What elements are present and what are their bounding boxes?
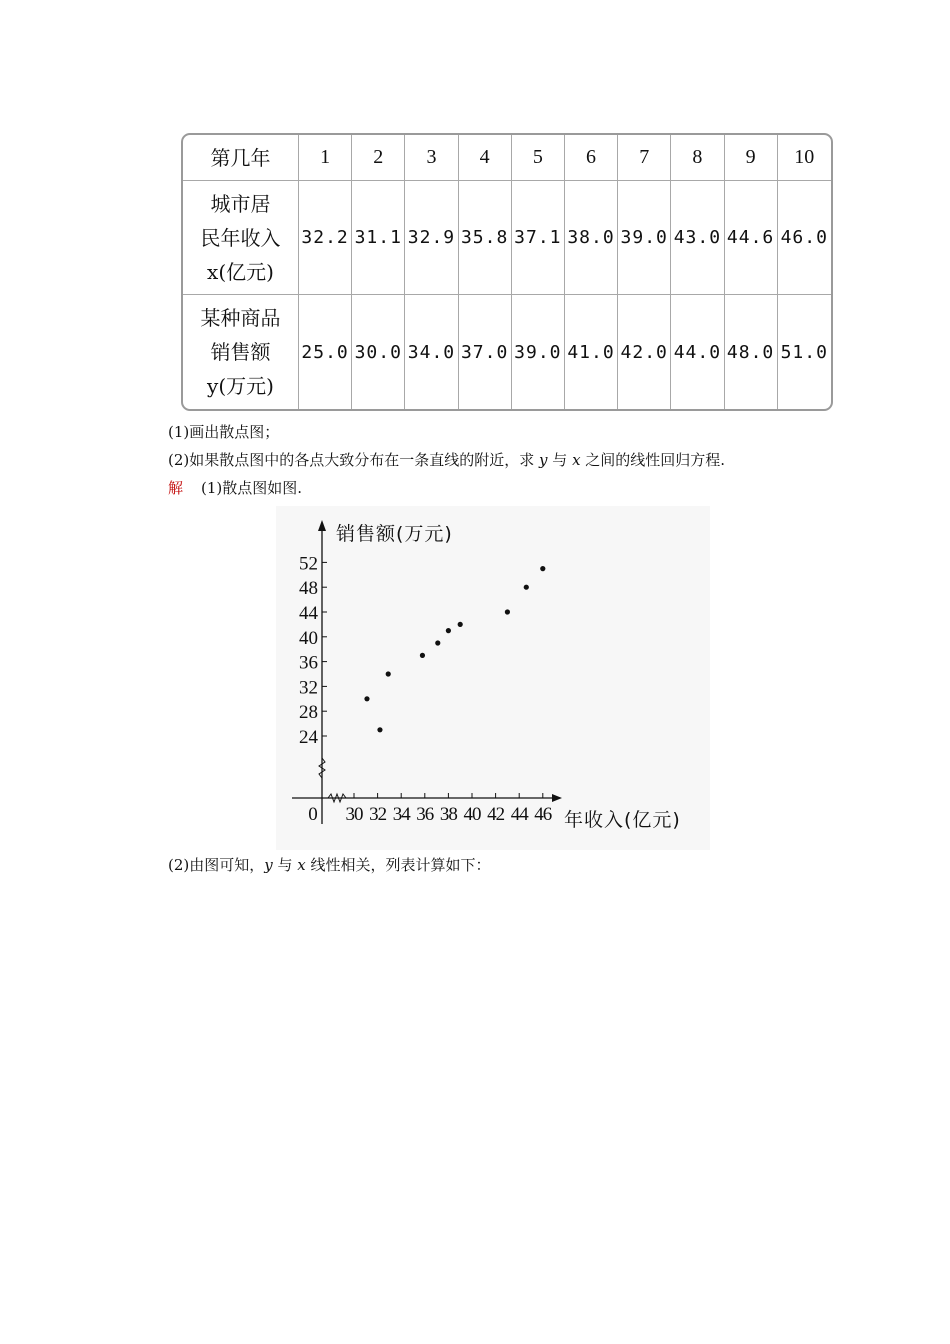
question-2-text: 与	[547, 451, 573, 469]
scatter-chart	[276, 506, 710, 850]
sales-cell: 41.0	[565, 295, 618, 409]
data-table	[181, 133, 833, 411]
x-tick-label: 36	[416, 804, 434, 825]
year-cell: 2	[352, 135, 405, 181]
x-axis-label: 年收入(亿元)	[564, 809, 681, 831]
question-2-text: 之间的线性回归方程.	[580, 451, 726, 469]
scatter-point	[420, 653, 425, 658]
scatter-point	[446, 628, 451, 633]
x-tick-label: 40	[463, 804, 481, 825]
year-header-cell: 第几年	[183, 135, 299, 181]
x-tick-label: 34	[392, 804, 410, 825]
sales-cell: 34.0	[405, 295, 458, 409]
sales-label-line: 某种商品	[200, 306, 281, 330]
scatter-point	[435, 640, 440, 645]
solution-part-2-text: (2)由图可知，	[168, 856, 265, 874]
solution-part-1	[168, 478, 302, 498]
y-tick-label: 40	[299, 627, 318, 649]
question-2-var-x: x	[572, 451, 581, 469]
solution-part-1-text: (1)散点图如图.	[201, 479, 303, 497]
year-cell: 3	[405, 135, 458, 181]
income-cell: 32.2	[299, 181, 352, 295]
sales-cell: 25.0	[299, 295, 352, 409]
sales-cell: 30.0	[352, 295, 405, 409]
sales-label-line: 销售额	[210, 340, 271, 364]
x-tick-label: 30	[345, 804, 363, 825]
question-2	[168, 450, 725, 470]
income-cell: 43.0	[671, 181, 724, 295]
year-cell: 7	[618, 135, 671, 181]
year-cell: 9	[725, 135, 778, 181]
scatter-point	[458, 622, 463, 627]
table-row-sales	[183, 295, 831, 409]
scatter-point	[377, 727, 382, 732]
y-axis-label: 销售额(万元)	[336, 523, 453, 545]
year-cell: 4	[459, 135, 512, 181]
sales-cell: 39.0	[512, 295, 565, 409]
year-cell: 10	[778, 135, 831, 181]
question-2-text: (2)如果散点图中的各点大致分布在一条直线的附近，求	[168, 451, 540, 469]
income-cell: 46.0	[778, 181, 831, 295]
y-tick-label: 52	[299, 553, 318, 575]
year-cell: 8	[671, 135, 724, 181]
sales-cell: 42.0	[618, 295, 671, 409]
solution-part-2-text: 与	[272, 856, 298, 874]
solution-var-x: x	[297, 856, 306, 874]
solution-var-y: y	[264, 856, 273, 874]
question-1: (1)画出散点图；	[168, 423, 280, 441]
scatter-point	[505, 609, 510, 614]
y-tick-label: 44	[299, 603, 318, 624]
y-tick-label: 24	[299, 727, 318, 748]
scatter-point	[386, 671, 391, 676]
x-tick-label: 46	[534, 804, 552, 825]
year-cell: 6	[565, 135, 618, 181]
income-label-line: 民年收入	[200, 225, 281, 250]
solution-part-2-text: 线性相关，列表计算如下：	[305, 856, 491, 874]
origin-label: 0	[308, 804, 318, 825]
sales-label-line: y(万元)	[207, 374, 274, 398]
y-tick-label: 32	[299, 677, 318, 699]
y-tick-label: 36	[299, 652, 318, 674]
income-cell: 38.0	[565, 181, 618, 295]
income-label-line: 城市居	[210, 191, 271, 216]
income-header-cell	[183, 181, 299, 295]
income-cell: 32.9	[405, 181, 458, 295]
income-cell: 44.6	[725, 181, 778, 295]
question-2-var-y: y	[539, 451, 548, 469]
sales-header-cell	[183, 295, 299, 409]
sales-cell: 44.0	[671, 295, 724, 409]
x-tick-label: 42	[487, 804, 505, 825]
income-label-line: x(亿元)	[207, 259, 274, 284]
scatter-point	[364, 696, 369, 701]
sales-cell: 51.0	[780, 341, 828, 363]
sales-cell: 48.0	[725, 295, 778, 409]
x-tick-label: 32	[369, 804, 387, 825]
scatter-point	[540, 566, 545, 571]
income-cell: 31.1	[352, 181, 405, 295]
table-row-income	[183, 181, 831, 295]
income-cell: 37.1	[512, 181, 565, 295]
scatter-point	[524, 585, 529, 590]
sales-cell: 37.0	[459, 295, 512, 409]
solution-part-2	[168, 855, 491, 875]
x-tick-label: 38	[439, 804, 457, 825]
x-tick-label: 44	[510, 804, 528, 825]
income-cell: 39.0	[618, 181, 671, 295]
year-cell: 1	[299, 135, 352, 181]
income-cell: 35.8	[459, 181, 512, 295]
y-tick-label: 28	[299, 702, 318, 724]
table-row-years	[183, 135, 831, 181]
solution-label: 解	[168, 479, 184, 497]
y-tick-label: 48	[299, 578, 318, 600]
year-cell: 5	[512, 135, 565, 181]
